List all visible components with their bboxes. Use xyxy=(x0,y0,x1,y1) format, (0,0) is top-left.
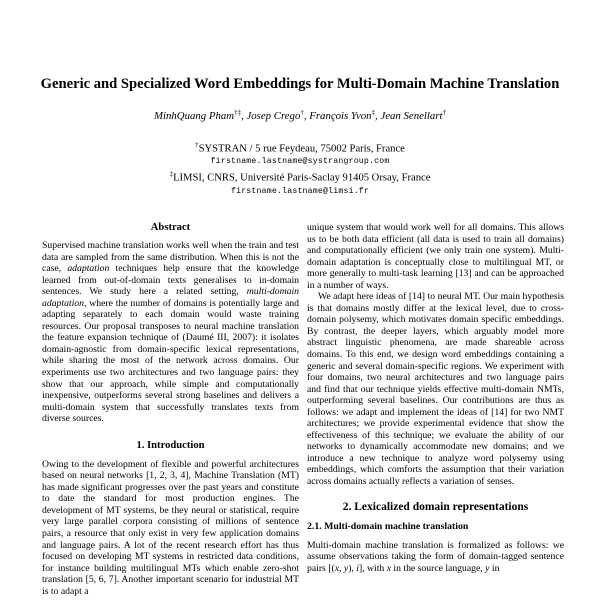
math-var: x xyxy=(334,562,340,574)
section-2-heading: 2. Lexicalized domain representations xyxy=(342,500,529,513)
abstract-paragraph xyxy=(42,240,299,425)
author-name: Jean Senellart xyxy=(380,109,443,122)
contributions-paragraph: We adapt here ideas of [14] to neural MT. Our main hypothesis is that domains mostly differ at the lexical level, due to cross-domain polysemy, which motivates domain specific embeddings. By contrast, the deeper layers, which arguably model more abstract linguistic phenomena, are made shareable across domains. To this end, we design word embeddings containing a generic and several domain-specific regions. We experiment with four domains, two neural architectures and two language pairs and find that our technique yields effective multi-domain NMTs, outperforming several baselines. Our contributions are thus as follows: we adapt and implement the ideas of [14] for two NMT architectures; we provide experimental evidence that show the effectiveness of this technique; we evaluate the ability of our networks to dynamically accommodate new domains; and we introduce a new technique to analyze word polysemy using embeddings, which comforts the assumption that their variation across domains actually reflects a variation of senses. xyxy=(307,291,564,488)
introduction-paragraph: Owing to the development of flexible and powerful architectures based on neural networks [1, 2, 3, 4], Machine Translation (MT) has made significant progresses over the past years and constitute to date the standard for most production engines. The development of MT systems, be they neural or statistical, require very large parallel corpora consisting of millions of sentence pairs, a resource that only exist in very few application domains and language pairs. A lot of the recent research effort has thus focused on developing MT systems in restricted data conditions, for instance building multilingual MTs which enable zero-shot translation [5, 6, 7]. Another important scenario for industrial MT is to adapt a xyxy=(42,458,299,597)
body-text: in xyxy=(489,562,500,574)
body-text: Multi-domain machine translation is formalized as follows: we assume observations taking the form of domain-tagged sentence pairs [( xyxy=(307,539,564,574)
affiliation-limsi xyxy=(0,168,600,185)
affiliation-systran xyxy=(0,139,600,156)
body-text: ), xyxy=(348,562,357,574)
affiliation-mark: † xyxy=(195,140,199,149)
formalization-paragraph xyxy=(307,540,564,575)
affiliation-mark: ‡ xyxy=(169,170,174,179)
section-2-1-heading: 2.1. Multi-domain machine translation xyxy=(307,520,469,532)
abstract-emphasis: adaptation xyxy=(67,263,110,275)
author-name: François Yvon xyxy=(309,109,372,122)
continuation-paragraph: unique system that would work well for all domains. This allows us to be both data efficient (all data is used to train all domains) and computationally efficient (we only train one system). Multi-domain adaptation is conceptually close to multilingual MT, or more generally to multi-task learning [13] and can be approached in a number of ways. xyxy=(307,222,564,291)
body-text: in the source language, xyxy=(391,562,486,574)
abstract-heading: Abstract xyxy=(150,222,191,233)
author-affiliation-mark: † xyxy=(442,108,447,116)
author xyxy=(154,110,246,122)
section-1-heading: 1. Introduction xyxy=(136,439,205,451)
author-name: Josep Crego xyxy=(246,109,301,122)
author-separator: , xyxy=(375,109,381,122)
affiliation-address: SYSTRAN / 5 rue Feydeau, 75002 Paris, France xyxy=(198,143,405,155)
abstract-emphasis: multi-domain adaptation xyxy=(42,286,299,309)
left-column xyxy=(42,222,299,600)
abstract-text: Supervised machine translation works well when the train and test data are sampled from the same distribution. When this is not the case, xyxy=(42,240,299,275)
author-line xyxy=(0,108,600,122)
author-affiliation-mark: † xyxy=(300,108,304,116)
author xyxy=(309,110,380,122)
body-text: ], with xyxy=(358,562,387,574)
math-var: i xyxy=(356,562,359,574)
body-text: , xyxy=(339,562,344,574)
affiliation-block xyxy=(0,139,600,198)
affiliation-address: LIMSI, CNRS, Université Paris-Saclay 91405 Orsay, France xyxy=(173,172,431,184)
author-separator: , xyxy=(241,109,247,122)
author xyxy=(380,110,446,122)
right-column xyxy=(307,222,564,600)
two-column-body xyxy=(42,222,564,600)
affiliation-systran-email: firstname.lastname@systrangroup.com xyxy=(210,157,390,167)
author-affiliation-mark: †‡ xyxy=(234,108,242,116)
abstract-text: , where the number of domains is potentially large and adapting separately to each domain would waste training resources. Our proposal transposes to neural machine translation the feature expansion technique of (Daumé III, 2007): it isolates domain-agnostic from domain-specific lexical representations, while sharing the most of the network across domains. Our experiments use two architectures and two language pairs: they show that our approach, while simple and computationally inexpensive, outperforms several strong baselines and delivers a multi-domain system that successfully translates texts from diverse sources. xyxy=(42,297,299,425)
author xyxy=(246,110,309,122)
math-var: y xyxy=(485,562,490,574)
author-affiliation-mark: ‡ xyxy=(371,108,376,116)
abstract-text: techniques help ensure that the knowledge learned from out-of-domain texts generalises to in-domain sentences. We study here a related setting, xyxy=(42,263,299,298)
paper-title: Generic and Specialized Word Embeddings for Multi-Domain Machine Translation xyxy=(40,76,560,92)
math-var: x xyxy=(386,562,391,574)
author-separator: , xyxy=(303,109,310,122)
affiliation-limsi-email: firstname.lastname@limsi.fr xyxy=(230,186,370,196)
author-name: MinhQuang Pham xyxy=(153,109,235,122)
math-var: y xyxy=(343,562,349,574)
